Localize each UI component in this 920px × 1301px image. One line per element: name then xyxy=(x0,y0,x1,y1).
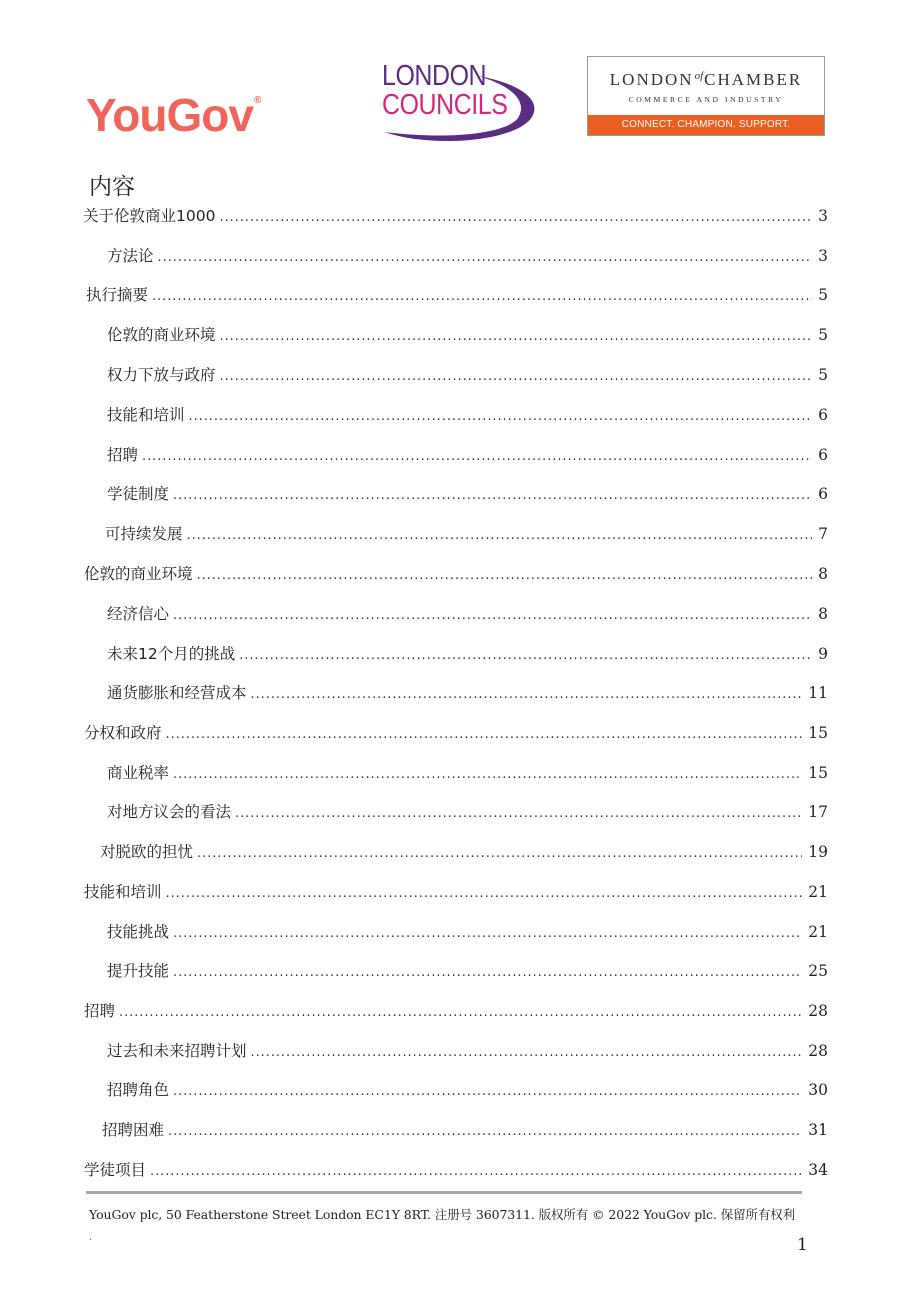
toc-entry[interactable] xyxy=(84,880,828,904)
toc-entry-page: 11 xyxy=(808,684,828,702)
toc-entry[interactable] xyxy=(107,920,828,944)
toc-entry[interactable] xyxy=(107,642,828,666)
footer-text: YouGov plc, 50 Featherstone Street London EC1Y 8RT. 注册号 3607311. 版权所有 © 2022 YouGov plc. 保留所有权利 xyxy=(89,1207,796,1222)
toc-entry-page: 9 xyxy=(818,645,828,663)
toc-title: 内容 xyxy=(89,174,135,200)
registered-mark: ® xyxy=(253,95,261,106)
toc-entry-page: 31 xyxy=(808,1121,828,1139)
toc-leader xyxy=(235,802,802,826)
toc-entry-label: 技能和培训 xyxy=(84,883,162,901)
toc-entry-label: 提升技能 xyxy=(107,962,170,980)
toc-entry[interactable] xyxy=(84,562,828,586)
toc-entry[interactable] xyxy=(84,1158,828,1182)
toc-leader xyxy=(173,604,812,628)
toc-leader xyxy=(173,922,802,946)
toc-leader xyxy=(173,484,812,508)
toc-leader xyxy=(168,1120,802,1144)
toc-entry-page: 6 xyxy=(818,406,828,424)
toc-entry-page: 15 xyxy=(808,724,828,742)
toc-entry[interactable] xyxy=(107,800,828,824)
toc-leader xyxy=(189,405,813,429)
toc-entry-page: 5 xyxy=(818,326,828,344)
toc-entry-label: 招聘 xyxy=(107,446,139,464)
toc-entry-page: 8 xyxy=(818,605,828,623)
toc-entry-label: 分权和政府 xyxy=(84,724,162,742)
toc-entry[interactable] xyxy=(86,283,828,307)
toc-entry[interactable] xyxy=(107,959,828,983)
toc-entry[interactable] xyxy=(107,482,828,506)
toc-entry-label: 经济信心 xyxy=(107,605,170,623)
chamber-title-right: CHAMBER xyxy=(704,70,803,89)
toc-entry-label: 通货膨胀和经营成本 xyxy=(107,684,247,702)
toc-leader xyxy=(251,683,803,707)
toc-entry-label: 技能和培训 xyxy=(107,406,185,424)
toc-entry[interactable] xyxy=(105,522,828,546)
london-chamber-logo xyxy=(587,56,825,136)
toc-entry-page: 21 xyxy=(808,883,828,901)
toc-entry-label: 招聘角色 xyxy=(107,1081,170,1099)
toc-entry-label: 方法论 xyxy=(107,247,154,265)
toc-entry-page: 7 xyxy=(818,525,828,543)
toc-entry-page: 28 xyxy=(808,1002,828,1020)
footer-divider xyxy=(86,1191,802,1194)
yougov-logo xyxy=(86,89,261,141)
toc-entry[interactable] xyxy=(107,681,828,705)
toc-entry-page: 34 xyxy=(808,1161,828,1179)
toc-entry-label: 伦敦的商业环境 xyxy=(84,565,193,583)
toc-entry-label: 学徒项目 xyxy=(84,1161,147,1179)
toc-entry-page: 21 xyxy=(808,923,828,941)
toc-leader xyxy=(251,1041,803,1065)
toc-entry[interactable] xyxy=(84,999,828,1023)
toc-leader xyxy=(142,445,812,469)
toc-leader xyxy=(166,882,803,906)
toc-entry[interactable] xyxy=(107,602,828,626)
toc-entry[interactable] xyxy=(107,443,828,467)
toc-entry-label: 执行摘要 xyxy=(86,286,149,304)
toc-entry-page: 8 xyxy=(818,565,828,583)
toc-entry-page: 25 xyxy=(808,962,828,980)
toc-entry-label: 技能挑战 xyxy=(107,923,170,941)
toc-entry[interactable] xyxy=(83,204,828,228)
toc-leader xyxy=(197,842,802,866)
toc-leader xyxy=(119,1001,802,1025)
chamber-title xyxy=(588,70,824,90)
toc-entry-label: 过去和未来招聘计划 xyxy=(107,1042,247,1060)
toc-entry-page: 19 xyxy=(808,843,828,861)
footer-dot: . xyxy=(89,1232,93,1243)
toc-entry[interactable] xyxy=(102,1118,828,1142)
toc-leader xyxy=(197,564,813,588)
toc-entry[interactable] xyxy=(107,244,828,268)
toc-entry-page: 28 xyxy=(808,1042,828,1060)
toc-entry[interactable] xyxy=(107,363,828,387)
toc-leader xyxy=(150,1160,802,1184)
toc-leader xyxy=(173,961,802,985)
toc-entry-label: 关于伦敦商业1000 xyxy=(83,207,216,225)
toc-entry-label: 未来12个月的挑战 xyxy=(107,645,236,663)
toc-entry-label: 招聘 xyxy=(84,1002,116,1020)
toc-entry-label: 对地方议会的看法 xyxy=(107,803,232,821)
toc-entry-label: 招聘困难 xyxy=(102,1121,165,1139)
toc-entry-page: 30 xyxy=(808,1081,828,1099)
chamber-title-left: LONDON xyxy=(609,70,694,89)
toc-entry[interactable] xyxy=(107,1078,828,1102)
chamber-title-of: of xyxy=(694,70,704,82)
page-number: 1 xyxy=(797,1235,808,1255)
toc-entry-page: 6 xyxy=(818,485,828,503)
toc-leader xyxy=(173,1080,802,1104)
toc-entry-label: 对脱欧的担忧 xyxy=(100,843,194,861)
toc-entry[interactable] xyxy=(84,721,828,745)
toc-entry-label: 学徒制度 xyxy=(107,485,170,503)
chamber-subtitle: COMMERCE AND INDUSTRY xyxy=(628,95,784,104)
toc-entry-label: 商业税率 xyxy=(107,764,170,782)
toc-leader xyxy=(173,763,802,787)
toc-entry-label: 伦敦的商业环境 xyxy=(107,326,216,344)
chamber-tagline: CONNECT. CHAMPION. SUPPORT. xyxy=(588,115,824,135)
toc-leader xyxy=(166,723,803,747)
toc-entry-page: 3 xyxy=(818,207,828,225)
toc-leader xyxy=(152,285,812,309)
yougov-logo-text: YouGov xyxy=(86,89,253,141)
toc-entry[interactable] xyxy=(107,403,828,427)
toc-entry-page: 17 xyxy=(808,803,828,821)
london-councils-line1: LONDON xyxy=(382,60,487,92)
toc-entry[interactable] xyxy=(107,323,828,347)
toc-leader xyxy=(187,524,813,548)
toc-leader xyxy=(220,325,813,349)
london-councils-logo xyxy=(378,62,538,144)
toc-entry[interactable] xyxy=(107,761,828,785)
toc-leader xyxy=(220,365,813,389)
toc-entry-page: 6 xyxy=(818,446,828,464)
toc-entry-page: 5 xyxy=(818,366,828,384)
toc-entry[interactable] xyxy=(100,840,828,864)
toc-entry-page: 3 xyxy=(818,247,828,265)
toc-entry[interactable] xyxy=(107,1039,828,1063)
toc-entry-label: 可持续发展 xyxy=(105,525,183,543)
toc-entry-page: 15 xyxy=(808,764,828,782)
toc-entry-page: 5 xyxy=(818,286,828,304)
toc-leader xyxy=(219,206,812,230)
toc-entry-label: 权力下放与政府 xyxy=(107,366,216,384)
toc-leader xyxy=(158,246,813,270)
toc-leader xyxy=(239,644,812,668)
london-councils-line2: COUNCILS xyxy=(382,89,508,121)
